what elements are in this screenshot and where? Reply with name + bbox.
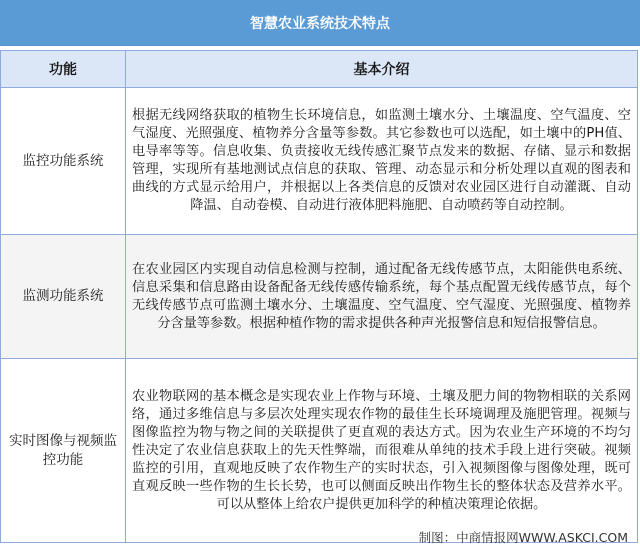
header-function: 功能 — [1, 51, 126, 88]
header-row — [1, 51, 638, 88]
table-title: 智慧农业系统技术特点 — [0, 0, 640, 46]
source-credit: 制图：中商情报网WWW.ASKCI.COM — [418, 530, 628, 545]
function-cell: 实时图像与视频监控功能 — [1, 359, 126, 543]
description-cell: 在农业园区内实现自动信息检测与控制，通过配备无线传感节点，太阳能供电系统、信息采集和信息路由设备配备无线传感传输系统，每个基点配置无线传感节点，每个无线传感节点可监测土壤水分、土壤温度、空气温度、空气湿度、光照强度、植物养分含量等参数。根据种植作物的需求提供各种声光报警信息和短信报警信息。 — [126, 235, 638, 359]
table-row — [1, 88, 638, 235]
header-description: 基本介绍 — [126, 51, 638, 88]
function-cell: 监测功能系统 — [1, 235, 126, 359]
function-cell: 监控功能系统 — [1, 88, 126, 235]
description-cell: 农业物联网的基本概念是实现农业上作物与环境、土壤及肥力间的物物相联的关系网络，通过多维信息与多层次处理实现农作物的最佳生长环境调理及施肥管理。视频与图像监控为物与物之间的关联提供了更直观的表达方式。因为农业生产环境的不均匀性决定了农业信息获取上的先天性弊端，而很难从单纯的技术手段上进行突破。视频监控的引用，直观地反映了农作物生产的实时状态，引入视频图像与图像处理，既可直观反映一些作物的生长长势，也可以侧面反映出作物生长的整体状态及营养水平。可以从整体上给农户提供更加科学的种植决策理论依据。 — [126, 359, 638, 543]
table-row — [1, 235, 638, 359]
table-row — [1, 359, 638, 543]
features-table — [0, 50, 638, 543]
description-cell: 根据无线网络获取的植物生长环境信息，如监测土壤水分、土壤温度、空气温度、空气湿度、光照强度、植物养分含量等参数。其它参数也可以选配，如土壤中的PH值、电导率等等。信息收集、负责接收无线传感汇聚节点发来的数据、存储、显示和数据管理，实现所有基地测试点信息的获取、管理、动态显示和分析处理以直观的图表和曲线的方式显示给用户，并根据以上各类信息的反馈对农业园区进行自动灌溉、自动降温、自动卷模、自动进行液体肥料施肥、自动喷药等自动控制。 — [126, 88, 638, 235]
